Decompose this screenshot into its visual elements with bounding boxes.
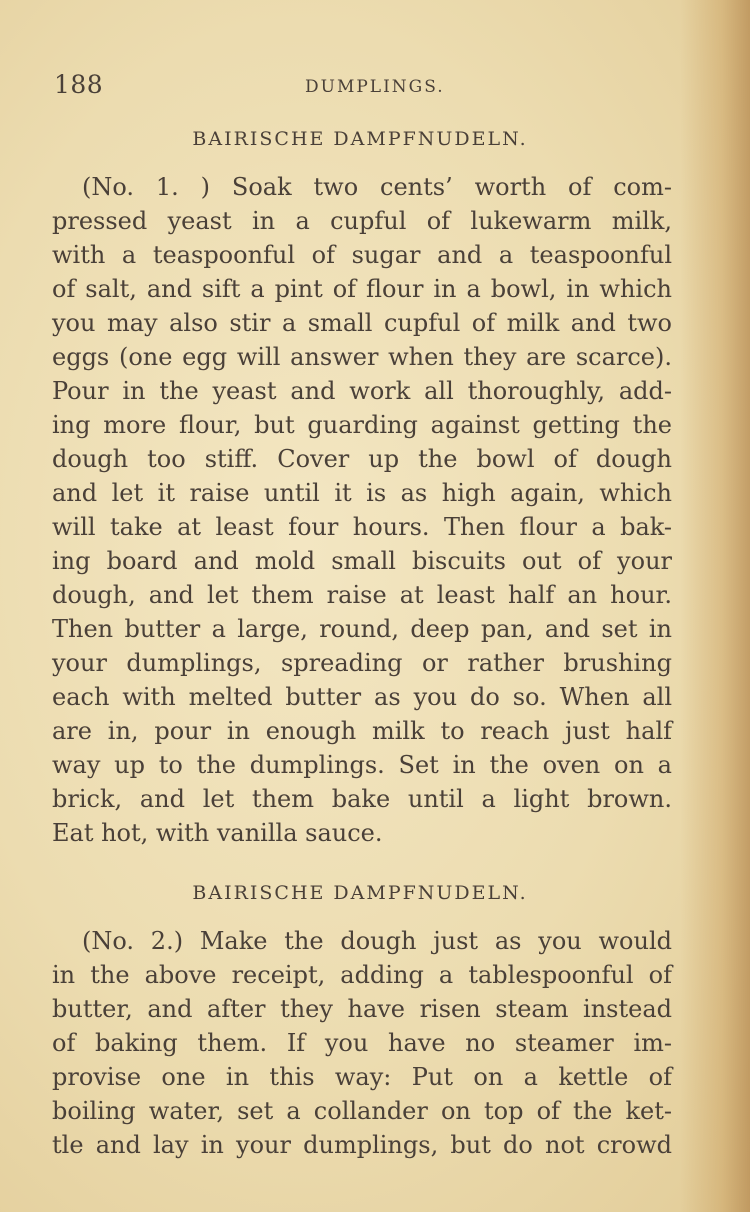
text-line: with a teaspoonful of sugar and a teaspoonful [52,241,672,269]
text-line: of salt, and sift a pint of flour in a bowl, in which [52,275,672,303]
text-line: ing board and mold small biscuits out of your [52,547,672,575]
text-line: will take at least four hours. Then flour a bak- [52,513,672,541]
page-number: 188 [54,70,104,99]
text-line: dough, and let them raise at least half an hour. [52,581,672,609]
text-line: dough too stiff. Cover up the bowl of dough [52,445,672,473]
text-line: way up to the dumplings. Set in the oven on a [52,751,672,779]
text-line: Eat hot, with vanilla sauce. [52,819,383,847]
text-line: pressed yeast in a cupful of lukewarm milk, [52,207,672,235]
page-edge-shadow [680,0,750,1212]
text-line: Pour in the yeast and work all thoroughly, add- [52,377,672,405]
text-line: Then butter a large, round, deep pan, and set in [52,615,672,643]
text-line: you may also stir a small cupful of milk and two [52,309,672,337]
text-line: provise one in this way: Put on a kettle of [52,1063,672,1091]
text-line: eggs (one egg will answer when they are scarce). [52,343,672,371]
text-line: tle and lay in your dumplings, but do not crowd [52,1131,672,1159]
text-line: (No. 1. ) Soak two cents’ worth of com- [82,173,672,201]
text-line: your dumplings, spreading or rather brushing [52,649,672,677]
text-line: ing more flour, but guarding against getting the [52,411,672,439]
text-line: are in, pour in enough milk to reach just half [52,717,672,745]
text-line: butter, and after they have risen steam instead [52,995,672,1023]
running-head: DUMPLINGS. [305,77,445,97]
text-line: and let it raise until it is as high again, which [52,479,672,507]
text-line: (No. 2.) Make the dough just as you would [82,927,672,955]
text-line: boiling water, set a collander on top of the ket- [52,1097,672,1125]
section-title-2: BAIRISCHE DAMPFNUDELN. [192,882,528,904]
text-line: each with melted butter as you do so. When all [52,683,672,711]
text-line: of baking them. If you have no steamer im- [52,1029,672,1057]
section-title-1: BAIRISCHE DAMPFNUDELN. [192,128,528,150]
text-line: in the above receipt, adding a tablespoonful of [52,961,672,989]
text-line: brick, and let them bake until a light brown. [52,785,672,813]
